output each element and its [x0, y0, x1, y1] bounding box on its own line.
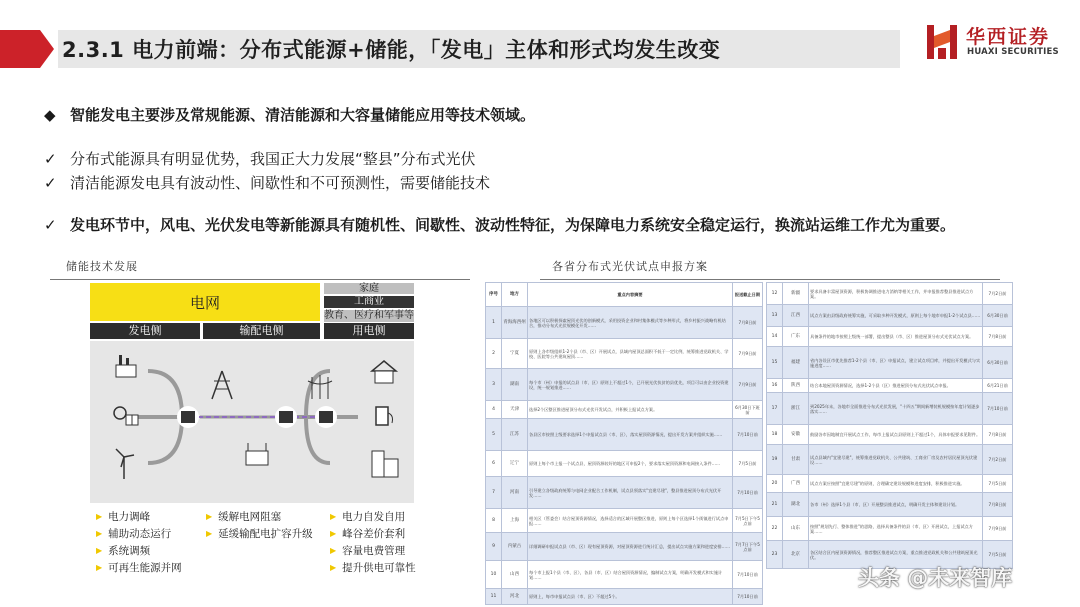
logo-english-name: HUAXI SECURITIES [967, 47, 1059, 57]
table-cell: 各地区可以积极探索屋顶光伏的创新模式，采用投资企业和村集体模式等多种形式，将乡村振兴战略有机结合，推动分布式光伏规模化开发…… [528, 307, 733, 339]
triangle-bullet-icon: ▶ [330, 546, 337, 555]
table-cell: 详细调研申报试点县（市、区）现有屋顶资源，对屋顶资源进行统计汇总，提出试点实施方案和进度安排…… [528, 533, 733, 561]
right-figure-caption: 各省分布式光伏试点申报方案 [552, 260, 708, 273]
table-cell: 7月9日前 [983, 517, 1013, 541]
user-tag-public: 教育、医疗和军事等 [324, 310, 414, 321]
wind-turbine-icon [116, 449, 134, 479]
table-cell: 新疆 [783, 283, 809, 305]
table-cell: 6月30日前 [983, 305, 1013, 327]
table-row [486, 307, 763, 339]
table-cell: 10 [486, 561, 502, 589]
check-bullet-icon: ✓ [44, 216, 57, 234]
table-cell: 7月10日前 [733, 589, 763, 605]
table-row [486, 589, 763, 605]
table-cell: 7月10日前 [733, 419, 763, 451]
table-cell: 原则上，每市申报试点县（市、区）不超过5个。 [528, 589, 733, 605]
table-header-row [486, 283, 763, 307]
table-cell: 7月10日前 [983, 393, 1013, 425]
house-icon [372, 361, 396, 383]
factory-icon [116, 355, 136, 377]
header-accent-bar [0, 30, 40, 68]
table-cell: 7月2日前 [983, 283, 1013, 305]
table-cell: 江苏 [502, 419, 528, 451]
table-cell: 2 [486, 339, 502, 369]
ev-charger-icon [376, 407, 393, 425]
table-cell: 7月9日前 [733, 339, 763, 369]
left-figure-caption: 储能技术发展 [66, 260, 138, 273]
table-cell: 具备条件的地市按照上级统一部署，提出整县（市、区）推进屋顶分布式光伏试点方案。 [809, 327, 983, 347]
table-cell: 结合本地屋顶资源情况，选择1-2个县（区）推进屋顶分布式光伏试点申报。 [809, 379, 983, 393]
table-row [767, 493, 1013, 517]
table-cell: 23 [767, 541, 783, 569]
table-row [486, 419, 763, 451]
table-cell: 4 [486, 401, 502, 419]
table-cell: 17 [767, 393, 783, 425]
grid-label: 电网 [189, 294, 220, 312]
table-cell: 18 [767, 425, 783, 445]
gen-item-4: ▶ 可再生能源并网 [96, 562, 182, 574]
bullet-text-1: 智能发电主要涉及常规能源、清洁能源和大容量储能应用等技术领域。 [70, 106, 536, 124]
table-row [486, 561, 763, 589]
table-cell: 每个市上报1个县（市、区），各县（市、区）结合屋顶资源情况，编制试点方案，明确开发模式和实施计划…… [528, 561, 733, 589]
table-cell: 引导建立各级政府统筹与电网企业配合工作机制，试点县须落实"宜建尽建"，整县推进屋顶分布式光伏开发…… [528, 477, 733, 509]
table-cell: 浙江 [783, 393, 809, 425]
table-cell: 北京 [783, 541, 809, 569]
triangle-bullet-icon: ▶ [330, 512, 337, 521]
pylon-icon [212, 371, 232, 399]
user-tag-home: 家庭 [324, 283, 414, 294]
table-cell: 江西 [783, 305, 809, 327]
triangle-bullet-icon: ▶ [330, 563, 337, 572]
bullet-text-4: 发电环节中，风电、光伏发电等新能源具有随机性、间歇性、波动性特征，为保障电力系统安全稳定运行，换流站运维工作尤为重要。 [70, 216, 956, 234]
solar-panel-icon [114, 407, 138, 425]
pilot-table-left [485, 282, 763, 605]
substation-icon [246, 443, 268, 465]
check-bullet-icon: ✓ [44, 150, 57, 168]
table-cell: 7月2日前 [983, 445, 1013, 475]
table-cell: 15 [767, 347, 783, 379]
table-row [767, 425, 1013, 445]
table-cell: 7月10日前 [733, 477, 763, 509]
table-cell: 13 [767, 305, 783, 327]
table-row [486, 533, 763, 561]
table-cell: 上海 [502, 509, 528, 533]
watermark: 头条 @未来智库 [858, 566, 1013, 590]
bullet-text-2: 分布式能源具有明显优势，我国正大力发展“整县”分布式光伏 [70, 150, 476, 168]
table-row [767, 379, 1013, 393]
table-row [767, 305, 1013, 327]
bullet-line-3 [44, 172, 490, 193]
battery-storage-icon-1 [177, 406, 199, 428]
table-cell: 河北 [502, 589, 528, 605]
triangle-bullet-icon: ▶ [206, 512, 213, 521]
table-cell: 7月5日前 [983, 541, 1013, 569]
battery-storage-icon-2 [275, 406, 297, 428]
huaxi-logo-icon [926, 22, 958, 60]
table-cell: 天津 [502, 401, 528, 419]
gen-item-2: ▶ 辅助动态运行 [96, 528, 172, 540]
table-header-cell: 重点内容摘要 [528, 283, 733, 307]
diamond-bullet-icon: ◆ [44, 106, 56, 124]
table-cell: 山西 [502, 561, 528, 589]
section-consumption: 用电侧 [324, 323, 414, 339]
table-row [767, 393, 1013, 425]
table-cell: 22 [767, 517, 783, 541]
table-cell: 16 [767, 379, 783, 393]
table-row [486, 339, 763, 369]
table-row [486, 509, 763, 533]
buildings-icon [372, 451, 398, 477]
power-lines-icon [308, 375, 332, 399]
triangle-bullet-icon: ▶ [206, 529, 213, 538]
table-cell: 9 [486, 533, 502, 561]
table-cell: 1 [486, 307, 502, 339]
table-cell: 12 [767, 283, 783, 305]
right-caption-rule [540, 279, 1000, 280]
table-cell: 7月5日前 [733, 451, 763, 477]
user-tag-industry: 工商业 [324, 296, 414, 308]
table-row [486, 369, 763, 401]
table-row [767, 475, 1013, 493]
table-cell: 到2025年末，各地市全面推进分布式光伏发展，"十四五"期间新增装机规模按年度计划逐步落实…… [809, 393, 983, 425]
table-cell: 5 [486, 419, 502, 451]
table-cell: 20 [767, 475, 783, 493]
table-header-cell: 报送截止日期 [733, 283, 763, 307]
check-bullet-icon: ✓ [44, 174, 57, 192]
table-cell: 7月10日前 [733, 561, 763, 589]
table-cell: 宁夏 [502, 339, 528, 369]
company-logo [926, 22, 1068, 62]
table-cell: 河南 [502, 477, 528, 509]
table-cell: 要求具备丰富屋顶资源，积极协调推进电力消纳等相关工作，并申报推荐整县推进试点方案。 [809, 283, 983, 305]
table-cell: 相关区（管委会）结合屋顶资源情况，选择适合的区域开展整区推进，原则上每个区选择1个街镇进行试点申报…… [528, 509, 733, 533]
table-cell: 按照"规划先行、整体推进"的思路，选择具备条件的县（市、区）开展试点，上报试点方案…… [809, 517, 983, 541]
use-item-4: ▶ 提升供电可靠性 [330, 562, 416, 574]
table-row [486, 451, 763, 477]
table-cell: 陕西 [783, 379, 809, 393]
table-cell: 内蒙古 [502, 533, 528, 561]
table-cell: 6月21日前 [983, 379, 1013, 393]
table-row [486, 401, 763, 419]
table-cell: 7 [486, 477, 502, 509]
table-cell: 各县区市按照上级要求选择1个申报试点县（市、区），落实屋顶资源情况，提出开发方案并组织实施…… [528, 419, 733, 451]
triangle-bullet-icon: ▶ [96, 546, 103, 555]
table-cell: 19 [767, 445, 783, 475]
table-cell: 福建 [783, 347, 809, 379]
table-cell: 辽宁 [502, 451, 528, 477]
use-item-1: ▶ 电力自发自用 [330, 511, 406, 523]
bullet-line-2 [44, 148, 476, 169]
table-header-cell: 地方 [502, 283, 528, 307]
bullet-text-3: 清洁能源发电具有波动性、间歇性和不可预测性，需要储能技术 [70, 174, 491, 192]
table-row [486, 477, 763, 509]
table-row [767, 347, 1013, 379]
use-item-2: ▶ 峰谷差价套利 [330, 528, 406, 540]
table-cell: 原则上各市级组织1-2个县（市、区）开展试点，县域内屋顶总面积不低于一定比例，统筹推进党政机关、学校、医院等公共建筑屋顶…… [528, 339, 733, 369]
table-cell: 7月9日前 [733, 369, 763, 401]
table-cell: 湖南 [502, 369, 528, 401]
table-cell: 省内各设区市优先推荐1-2个县（市、区）申报试点，建立试点项目库，并提出开发模式与实施进度…… [809, 347, 983, 379]
table-cell: 14 [767, 327, 783, 347]
table-cell: 试点县域内"宜建尽建"，统筹推进党政机关、公共建筑、工商业厂房及农村居民屋顶光伏建设…… [809, 445, 983, 475]
table-row [767, 327, 1013, 347]
gen-item-1: ▶ 电力调峰 [96, 511, 151, 523]
pilot-table-right [766, 282, 1013, 569]
table-cell: 广西 [783, 475, 809, 493]
table-cell: 各区结合区内屋顶资源情况，推荐整区推进试点方案，重点推进党政机关和公共建筑屋顶光伏。 [809, 541, 983, 569]
triangle-bullet-icon: ▶ [330, 529, 337, 538]
bullet-line-4 [44, 214, 955, 235]
table-cell: 7月8日前 [983, 327, 1013, 347]
energy-flow-diagram [90, 341, 414, 503]
left-caption-rule [50, 279, 470, 280]
table-cell: 湖北 [783, 493, 809, 517]
table-cell: 21 [767, 493, 783, 517]
table-cell: 7月5日前 [983, 475, 1013, 493]
use-item-3: ▶ 容量电费管理 [330, 545, 406, 557]
battery-storage-icon-3 [315, 406, 337, 428]
table-cell: 青海海西州 [502, 307, 528, 339]
table-cell: 7月5日下午5点前 [733, 509, 763, 533]
table-cell: 安徽 [783, 425, 809, 445]
table-cell: 7月8日前 [733, 307, 763, 339]
logo-chinese-name: 华西证券 [966, 26, 1051, 48]
table-cell: 7月8日前 [983, 425, 1013, 445]
table-cell: 7月7日下午5点前 [733, 533, 763, 561]
table-row [767, 445, 1013, 475]
table-row [767, 517, 1013, 541]
table-cell: 6月30日下班前 [733, 401, 763, 419]
table-cell: 原则上每个市上报一个试点县，屋顶资源较好的地区可申报2个，要求落实屋顶资源和电网接入条件…… [528, 451, 733, 477]
table-cell: 选择2个区整区推进屋顶分布式光伏开发试点，并积极上报试点方案。 [528, 401, 733, 419]
section-transmission: 输配电侧 [203, 323, 320, 339]
triangle-bullet-icon: ▶ [96, 563, 103, 572]
table-cell: 7月8日前 [983, 493, 1013, 517]
tx-item-1: ▶ 缓解电网阻塞 [206, 511, 282, 523]
table-cell: 山东 [783, 517, 809, 541]
bullet-line-1 [44, 104, 535, 125]
table-cell: 6月30日前 [983, 347, 1013, 379]
table-cell: 广东 [783, 327, 809, 347]
table-cell: 试点方案由县级政府统筹实施，可采取多种开发模式，原则上每个地市申报1-2个试点县…… [809, 305, 983, 327]
triangle-bullet-icon: ▶ [96, 512, 103, 521]
page-title: 2.3.1 电力前端：分布式能源+储能，「发电」主体和形式均发生改变 [62, 38, 721, 62]
table-header-cell: 序号 [486, 283, 502, 307]
table-cell: 每个市（州）申报的试点县（市、区）原则上不超过1个，已开展光伏扶贫的县优先，项目可以由企业投资建设，统一规划推进…… [528, 369, 733, 401]
tx-item-2: ▶ 延缓输配电扩容升级 [206, 528, 313, 540]
table-cell: 试点方案应按照"宜建尽建"的原则，合理确定建设规模和进度安排，积极推进实施。 [809, 475, 983, 493]
table-cell: 3 [486, 369, 502, 401]
table-cell: 6 [486, 451, 502, 477]
triangle-bullet-icon: ▶ [96, 529, 103, 538]
table-cell: 甘肃 [783, 445, 809, 475]
table-cell: 11 [486, 589, 502, 605]
gen-item-3: ▶ 系统调频 [96, 545, 151, 557]
table-row [767, 283, 1013, 305]
table-cell: 8 [486, 509, 502, 533]
table-cell: 鼓励各市因地制宜开展试点工作，每市上报试点县原则上不超过1个，具体申报要求见附件。 [809, 425, 983, 445]
section-generation: 发电侧 [90, 323, 200, 339]
table-cell: 各市（州）选择1个县（市、区）开展整县推进试点，明确开发主体和建设计划。 [809, 493, 983, 517]
